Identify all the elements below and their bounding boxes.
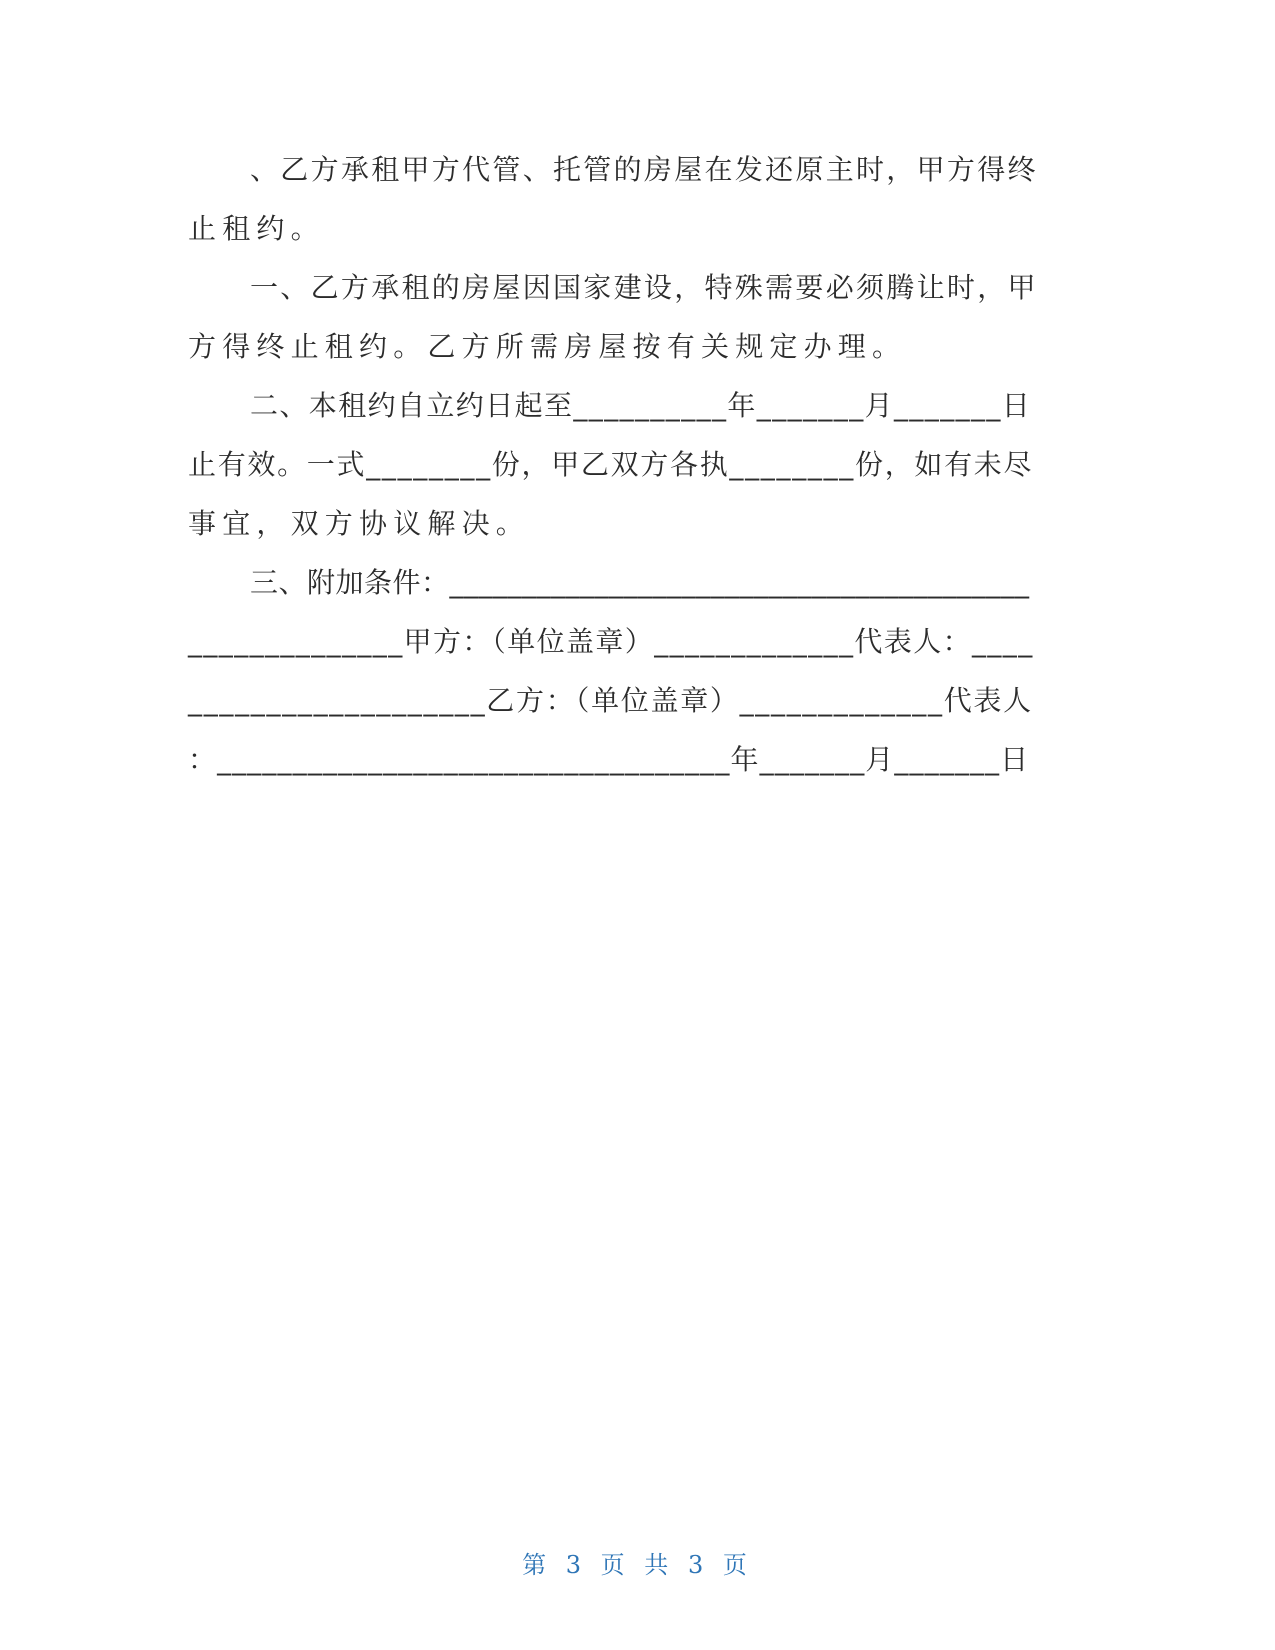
text-line: ______________甲方：（单位盖章）_____________代表人：____ [188, 625, 1034, 658]
text-line: 一、乙方承租的房屋因国家建设，特殊需要必须腾让时，甲 [250, 271, 1038, 304]
text-line: 、乙方承租甲方代管、托管的房屋在发还原主时，甲方得终 [250, 153, 1038, 186]
text-line: 三、附加条件：________________________________________ [250, 566, 1030, 599]
text-line: ：__________________________________年_______月_______日 [188, 743, 1030, 776]
text-line: 止有效。一式________份，甲乙双方各执________份，如有未尽 [188, 448, 1034, 481]
page-number-footer: 第 3 页 共 3 页 [522, 1551, 753, 1579]
text-line: 方得终止租约。乙方所需房屋按有关规定办理。 [188, 330, 907, 363]
text-line: 二、本租约自立约日起至__________年_______月_______日 [250, 389, 1032, 422]
text-line: 事宜，双方协议解决。 [188, 507, 531, 540]
text-line: 止租约。 [188, 212, 325, 245]
text-line: ___________________乙方：（单位盖章）_____________代表人 [188, 684, 1033, 717]
